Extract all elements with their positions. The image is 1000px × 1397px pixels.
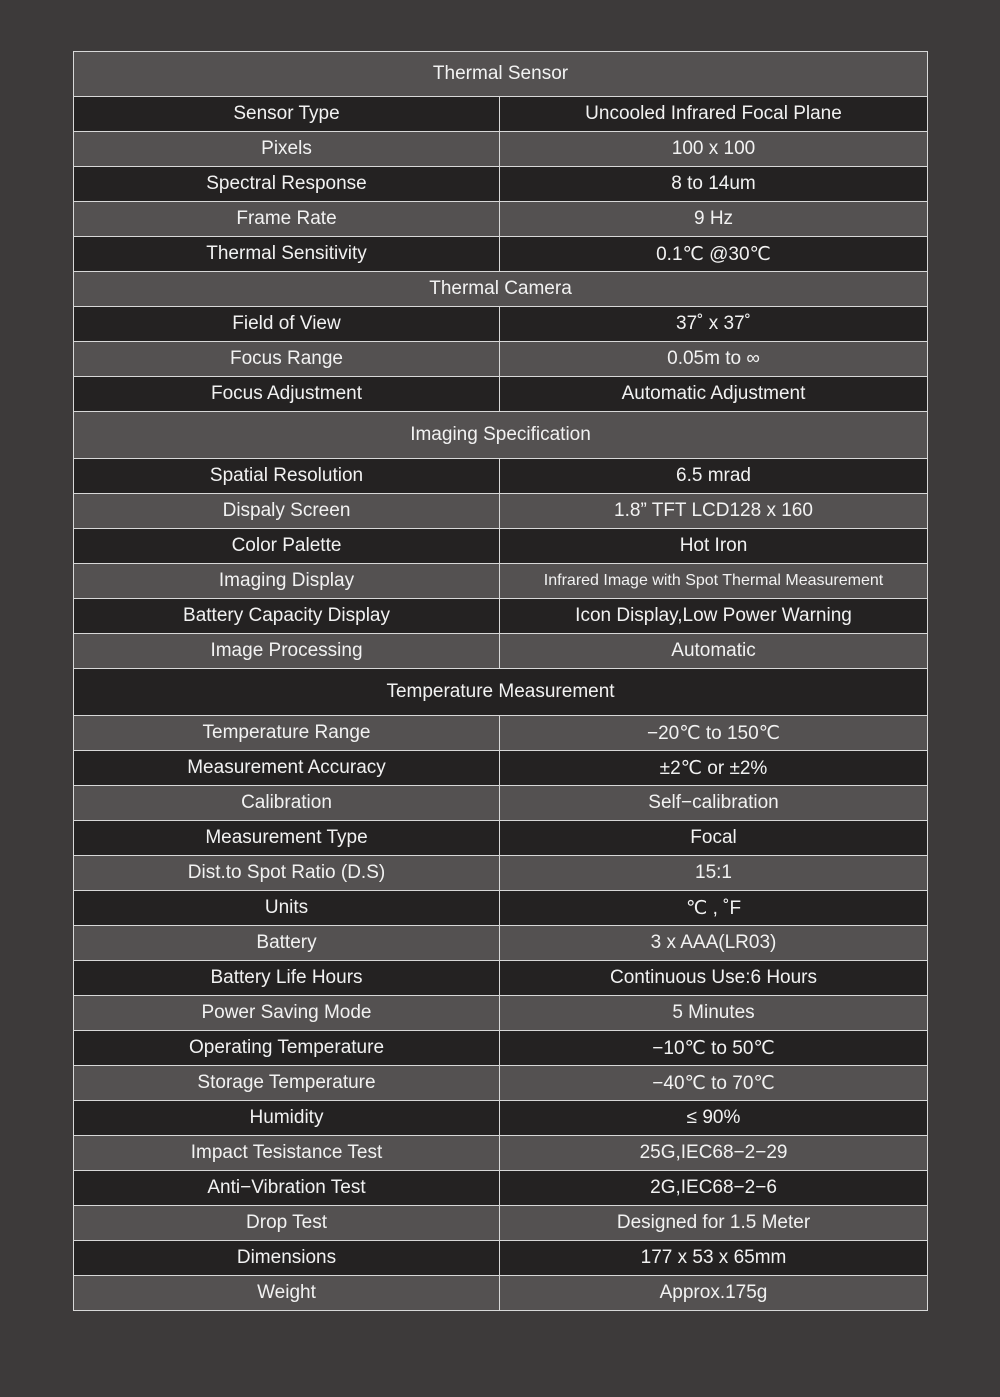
spec-row	[74, 377, 928, 412]
spec-label: Weight	[74, 1276, 500, 1311]
section-header-row	[74, 272, 928, 307]
spec-row	[74, 716, 928, 751]
spec-label: Battery Capacity Display	[74, 599, 500, 634]
spec-label: Dimensions	[74, 1241, 500, 1276]
spec-row	[74, 1101, 928, 1136]
spec-value: 15:1	[500, 856, 928, 891]
spec-row	[74, 1241, 928, 1276]
spec-value: 37˚ x 37˚	[500, 307, 928, 342]
spec-row	[74, 821, 928, 856]
spec-value: 0.05m to ∞	[500, 342, 928, 377]
spec-row	[74, 599, 928, 634]
spec-row	[74, 132, 928, 167]
spec-row	[74, 634, 928, 669]
spec-value: Automatic Adjustment	[500, 377, 928, 412]
spec-row	[74, 564, 928, 599]
spec-value: Automatic	[500, 634, 928, 669]
spec-label: Dist.to Spot Ratio (D.S)	[74, 856, 500, 891]
spec-value: 0.1℃ @30℃	[500, 237, 928, 272]
spec-value: −40℃ to 70℃	[500, 1066, 928, 1101]
section-header-row	[74, 412, 928, 459]
spec-label: Humidity	[74, 1101, 500, 1136]
spec-row	[74, 167, 928, 202]
spec-label: Spectral Response	[74, 167, 500, 202]
spec-value: ±2℃ or ±2%	[500, 751, 928, 786]
spec-label: Battery	[74, 926, 500, 961]
spec-row	[74, 307, 928, 342]
section-title: Temperature Measurement	[74, 669, 928, 716]
spec-value: 2G,IEC68−2−6	[500, 1171, 928, 1206]
spec-label: Focus Adjustment	[74, 377, 500, 412]
spec-value: ℃ , ˚F	[500, 891, 928, 926]
spec-label: Image Processing	[74, 634, 500, 669]
spec-row	[74, 786, 928, 821]
spec-label: Temperature Range	[74, 716, 500, 751]
spec-row	[74, 996, 928, 1031]
spec-value: Continuous Use:6 Hours	[500, 961, 928, 996]
spec-value: Hot Iron	[500, 529, 928, 564]
spec-label: Pixels	[74, 132, 500, 167]
spec-row	[74, 961, 928, 996]
spec-row	[74, 926, 928, 961]
spec-row	[74, 891, 928, 926]
spec-row	[74, 237, 928, 272]
spec-row	[74, 202, 928, 237]
spec-label: Color Palette	[74, 529, 500, 564]
spec-value: 3 x AAA(LR03)	[500, 926, 928, 961]
spec-label: Power Saving Mode	[74, 996, 500, 1031]
spec-value: 6.5 mrad	[500, 459, 928, 494]
spec-label: Sensor Type	[74, 97, 500, 132]
spec-label: Measurement Accuracy	[74, 751, 500, 786]
spec-row	[74, 529, 928, 564]
spec-label: Drop Test	[74, 1206, 500, 1241]
spec-label: Thermal Sensitivity	[74, 237, 500, 272]
spec-value: 1.8” TFT LCD128 x 160	[500, 494, 928, 529]
spec-label: Storage Temperature	[74, 1066, 500, 1101]
spec-row	[74, 97, 928, 132]
section-header-row	[74, 52, 928, 97]
section-title: Thermal Camera	[74, 272, 928, 307]
spec-row	[74, 751, 928, 786]
spec-label: Calibration	[74, 786, 500, 821]
spec-value: Self−calibration	[500, 786, 928, 821]
spec-row	[74, 1136, 928, 1171]
spec-value: 5 Minutes	[500, 996, 928, 1031]
spec-label: Impact Tesistance Test	[74, 1136, 500, 1171]
spec-value: −20℃ to 150℃	[500, 716, 928, 751]
spec-row	[74, 1171, 928, 1206]
spec-value: Uncooled Infrared Focal Plane	[500, 97, 928, 132]
spec-row	[74, 494, 928, 529]
section-header-row	[74, 669, 928, 716]
section-title: Imaging Specification	[74, 412, 928, 459]
spec-value: 100 x 100	[500, 132, 928, 167]
spec-value: Approx.175g	[500, 1276, 928, 1311]
spec-label: Operating Temperature	[74, 1031, 500, 1066]
spec-label: Frame Rate	[74, 202, 500, 237]
spec-value: 9 Hz	[500, 202, 928, 237]
spec-row	[74, 1276, 928, 1311]
spec-row	[74, 1066, 928, 1101]
spec-value: ≤ 90%	[500, 1101, 928, 1136]
spec-row	[74, 1031, 928, 1066]
spec-label: Battery Life Hours	[74, 961, 500, 996]
spec-row	[74, 459, 928, 494]
spec-value: 177 x 53 x 65mm	[500, 1241, 928, 1276]
spec-row	[74, 856, 928, 891]
spec-label: Dispaly Screen	[74, 494, 500, 529]
spec-value: −10℃ to 50℃	[500, 1031, 928, 1066]
spec-label: Units	[74, 891, 500, 926]
spec-value: Infrared Image with Spot Thermal Measurement	[500, 564, 928, 599]
spec-value: Icon Display,Low Power Warning	[500, 599, 928, 634]
spec-label: Imaging Display	[74, 564, 500, 599]
spec-table	[73, 51, 928, 1311]
spec-value: 25G,IEC68−2−29	[500, 1136, 928, 1171]
spec-row	[74, 1206, 928, 1241]
spec-label: Field of View	[74, 307, 500, 342]
spec-label: Measurement Type	[74, 821, 500, 856]
spec-label: Anti−Vibration Test	[74, 1171, 500, 1206]
spec-value: Designed for 1.5 Meter	[500, 1206, 928, 1241]
spec-row	[74, 342, 928, 377]
spec-value: 8 to 14um	[500, 167, 928, 202]
spec-label: Focus Range	[74, 342, 500, 377]
spec-value: Focal	[500, 821, 928, 856]
spec-label: Spatial Resolution	[74, 459, 500, 494]
section-title: Thermal Sensor	[74, 52, 928, 97]
